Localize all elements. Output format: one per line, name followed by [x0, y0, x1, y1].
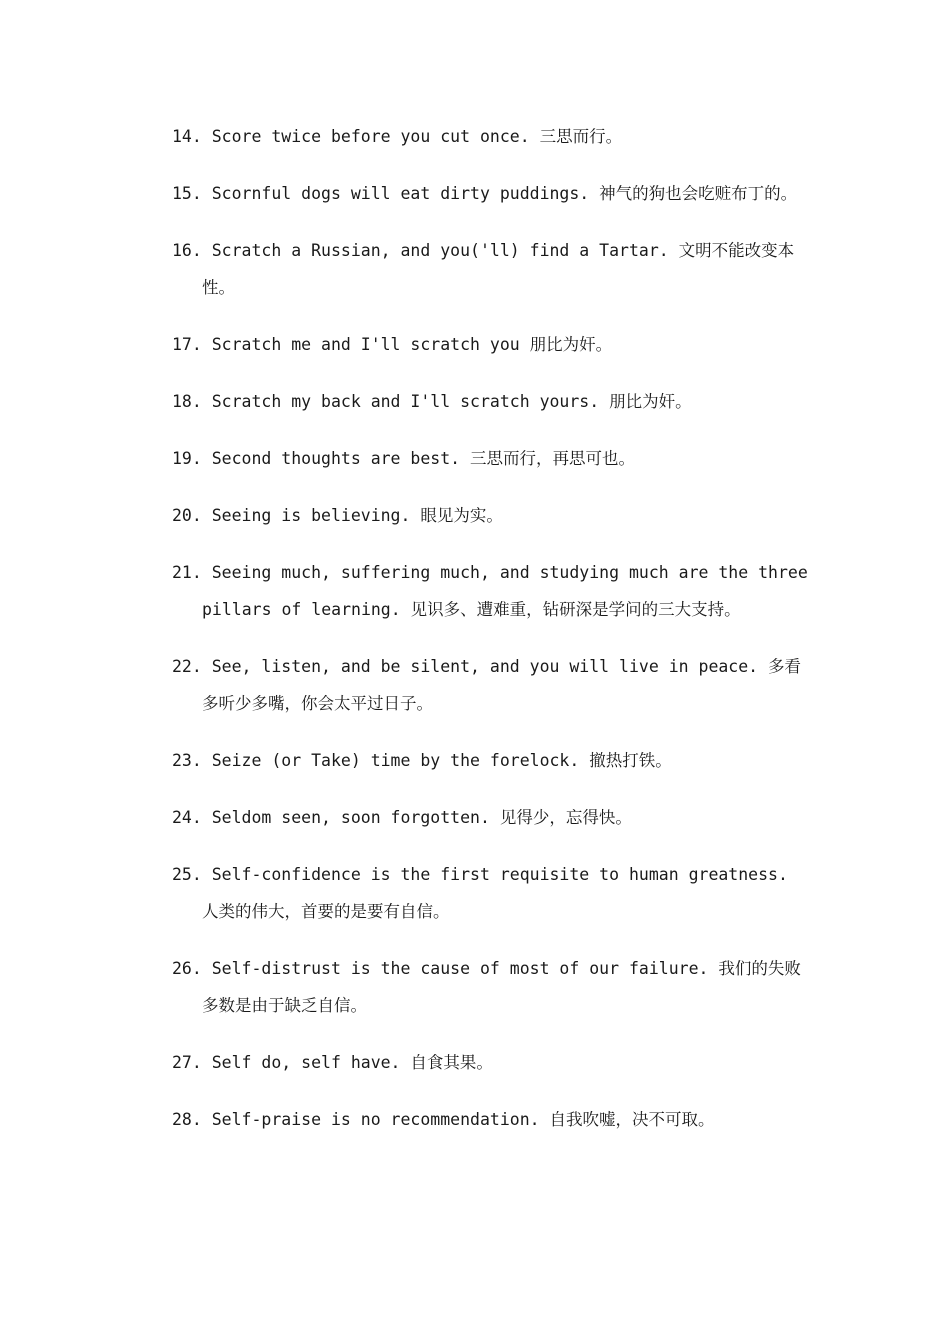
item-text: Scratch a Russian, and you('ll) find a Tartar. 文明不能改变本性。 [202, 241, 795, 297]
list-item [172, 232, 812, 306]
item-text: Self-praise is no recommendation. 自我吹嘘，决不可取。 [211, 1110, 715, 1129]
item-number: 18. [172, 392, 202, 411]
list-item [172, 856, 812, 930]
item-text: Self-distrust is the cause of most of our failure. 我们的失败多数是由于缺乏自信。 [202, 959, 801, 1015]
list-item [172, 175, 812, 212]
list-item [172, 1101, 812, 1138]
item-number: 15. [172, 184, 202, 203]
list-item [172, 326, 812, 363]
list-item [172, 950, 812, 1024]
list-item [172, 742, 812, 779]
item-text: Scornful dogs will eat dirty puddings. 神气的狗也会吃赃布丁的。 [211, 184, 798, 203]
item-number: 19. [172, 449, 202, 468]
item-text: Seeing is believing. 眼见为实。 [211, 506, 503, 525]
item-number: 16. [172, 241, 202, 260]
item-number: 28. [172, 1110, 202, 1129]
item-number: 27. [172, 1053, 202, 1072]
item-text: Scratch my back and I'll scratch yours. 朋比为奸。 [211, 392, 692, 411]
item-text: Self do, self have. 自食其果。 [211, 1053, 493, 1072]
proverb-list [172, 118, 812, 1138]
item-number: 26. [172, 959, 202, 978]
item-text: Score twice before you cut once. 三思而行。 [211, 127, 623, 146]
item-number: 17. [172, 335, 202, 354]
item-text: Seeing much, suffering much, and studying much are the three pillars of learning. 见识多、遭难重，钻研深是学问的三大支持。 [202, 563, 808, 619]
list-item [172, 554, 812, 628]
list-item [172, 799, 812, 836]
list-item [172, 1044, 812, 1081]
item-number: 23. [172, 751, 202, 770]
item-text: Seldom seen, soon forgotten. 见得少，忘得快。 [211, 808, 632, 827]
item-number: 24. [172, 808, 202, 827]
item-number: 21. [172, 563, 202, 582]
item-number: 20. [172, 506, 202, 525]
item-number: 14. [172, 127, 202, 146]
item-text: Scratch me and I'll scratch you 朋比为奸。 [211, 335, 613, 354]
item-text: Second thoughts are best. 三思而行，再思可也。 [211, 449, 636, 468]
item-text: Seize (or Take) time by the forelock. 撤热打铁。 [211, 751, 672, 770]
list-item [172, 497, 812, 534]
item-number: 22. [172, 657, 202, 676]
item-number: 25. [172, 865, 202, 884]
list-item [172, 383, 812, 420]
list-item [172, 440, 812, 477]
item-text: See, listen, and be silent, and you will live in peace. 多看多听少多嘴，你会太平过日子。 [202, 657, 802, 713]
list-item [172, 648, 812, 722]
list-item [172, 118, 812, 155]
item-text: Self-confidence is the first requisite to human greatness. 人类的伟大，首要的是要有自信。 [202, 865, 788, 921]
